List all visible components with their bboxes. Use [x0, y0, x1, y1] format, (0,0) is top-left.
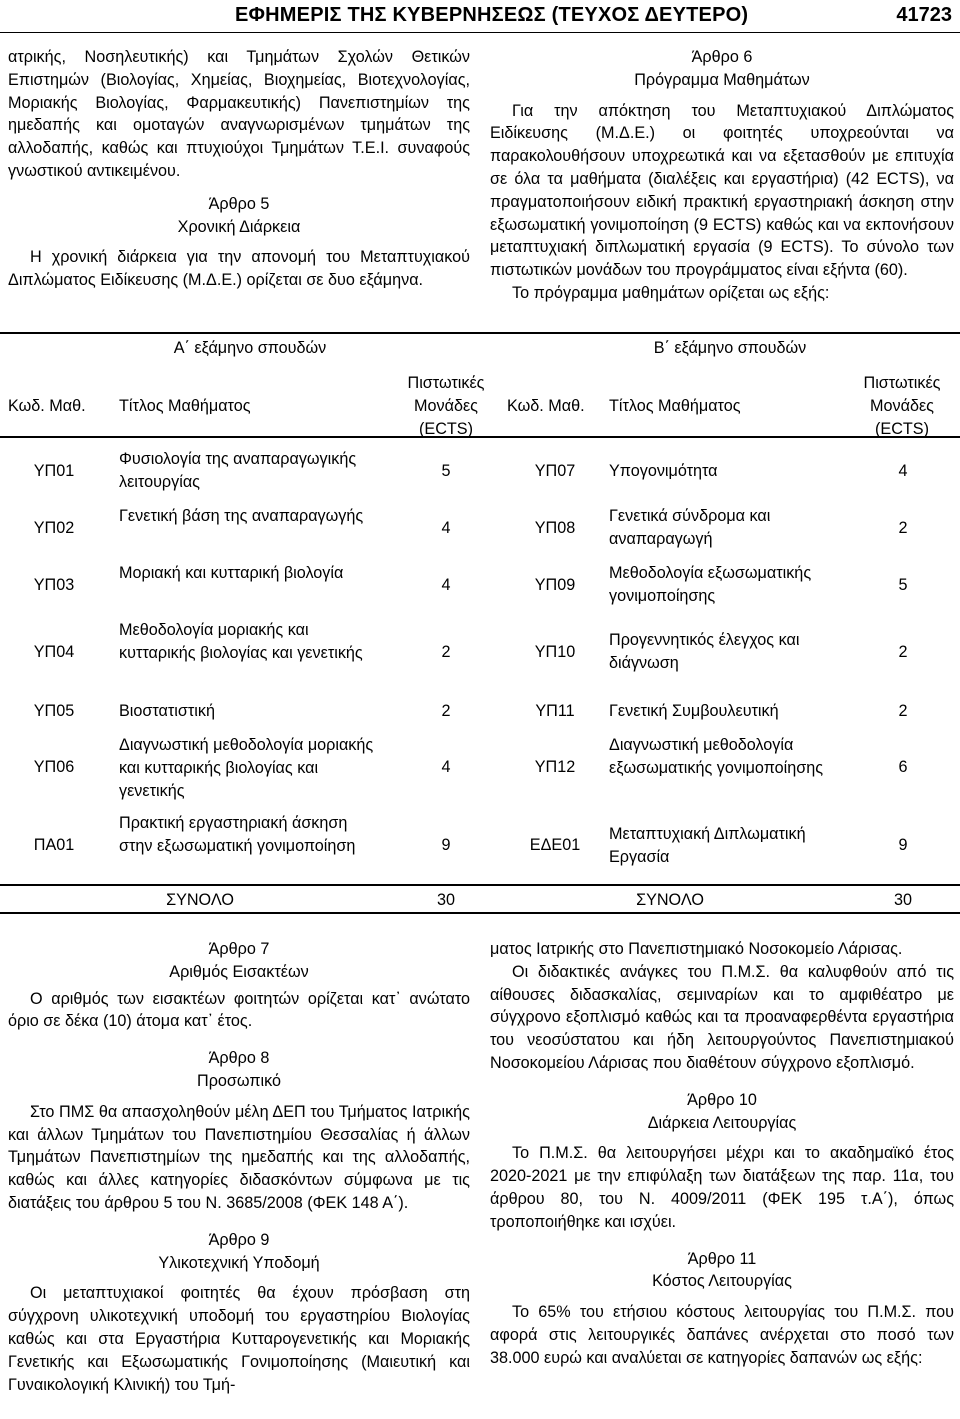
a-row-ects: 4	[441, 519, 451, 537]
b-row-ects: 5	[898, 576, 908, 594]
a-row-title: Διαγνωστική μεθοδολογία μοριακής και κυτταρικής βιολογίας και γενετικής	[119, 736, 374, 800]
semester-a-heading: Α΄ εξάμηνο σπουδών	[173, 339, 327, 357]
article-10-title: Διάρκεια Λειτουργίας	[647, 1113, 797, 1132]
article-9-text: Οι μεταπτυχιακοί φοιτητές θα έχουν πρόσβαση στη σύγχρονη υλικοτεχνική υποδομή του εργαστηρίου Βιολογίας καθώς και στα Εργαστήρια Κυτταρογενετικής και Μοριακής Γενετικής και Εξωσωματικής Γονιμοποίησης (Μαιευτική και Γυναικολογική Κλινική) του Τμή-	[8, 1284, 470, 1394]
b-row-ects: 6	[898, 758, 908, 776]
article-8-title: Προσωπικό	[197, 1071, 281, 1090]
a-row-ects: 9	[441, 836, 451, 854]
a-row-code: ΠΑ01	[33, 836, 75, 854]
b-row-title: Υπογονιμότητα	[609, 462, 718, 480]
a-row-ects: 2	[441, 643, 451, 661]
header-title-b: Τίτλος Μαθήματος	[609, 397, 741, 415]
page-header	[0, 0, 960, 33]
table-bottom-rule	[0, 912, 960, 914]
a-row-title: Φυσιολογία της αναπαραγωγικής λειτουργίας	[119, 450, 357, 491]
article-8-text: Στο ΠΜΣ θα απασχοληθούν μέλη ΔΕΠ του Τμήματος Ιατρικής και άλλων Τμημάτων του Πανεπιστημίου Θεσσαλίας ή άλλων Τμημάτων Πανεπιστημίων της ημεδαπής και της αλλοδαπής, καθώς και άλλες κατηγορίες διδασκόντων σύμφωνα με τις διατάξεις του άρθρου 5 του Ν. 3685/2008 (ΦΕΚ 148 Α΄).	[8, 1102, 470, 1212]
a-row-code: ΥΠ04	[33, 643, 75, 661]
b-row-ects: 2	[898, 519, 908, 537]
b-row-code: ΥΠ12	[534, 758, 576, 776]
a-row-title: Μεθοδολογία μοριακής και κυτταρικής βιολογίας και γενετικής	[119, 621, 363, 662]
a-row-ects: 2	[441, 702, 451, 720]
article-6-title: Πρόγραμμα Μαθημάτων	[634, 70, 810, 89]
continuation-paragraph: ατρικής, Νοσηλευτικής) και Τμημάτων Σχολών Θετικών Επιστημών (Βιολογίας, Χημείας, Βιοχημείας, Βιοτεχνολογίας, Μοριακής Βιολογίας, Φαρμακευτικής) Πανεπιστημίων της ημεδαπής και ομοταγών αναγνωρισμένων τμημάτων της αλλοδαπής, καθώς και πτυχιούχοι Τμημάτων Τ.Ε.Ι. συναφούς γνωστικού αντικειμένου.	[8, 48, 470, 180]
header-ects-b: Πιστωτικές Μονάδες (ECTS)	[863, 374, 941, 438]
a-row-code: ΥΠ05	[33, 702, 75, 720]
a-row-title: Πρακτική εργαστηριακή άσκηση στην εξωσωματική γονιμοποίηση	[119, 814, 356, 855]
a-row-ects: 5	[441, 462, 451, 480]
article-6-text: Για την απόκτηση του Μεταπτυχιακού Διπλώματος Ειδίκευσης (Μ.Δ.Ε.) οι φοιτητές υποχρεούνται να παρακολουθήσουν υποχρεωτικά και να εξετασθούν με επιτυχία σε όλα τα μαθήματα (διαλέξεις και εργαστήρια) (42 ECTS), να πραγματοποιήσουν ειδική πρακτική εργαστηριακή άσκηση στην εξωσωματική γονιμοποίηση (9 ECTS) καθώς και να εκπονήσουν μεταπτυχιακή διπλωματική εργασία (9 ECTS). Το σύνολο των πιστωτικών μονάδων του προγράμματος είναι εξήντα (60).	[490, 101, 954, 280]
course-table	[0, 332, 960, 914]
article-9-continuation: ματος Ιατρικής στο Πανεπιστημιακό Νοσοκομείο Λάρισας.	[490, 940, 903, 958]
header-code-a: Κωδ. Μαθ.	[8, 397, 86, 415]
b-row-title: Μεθοδολογία εξωσωματικής γονιμοποίησης	[609, 564, 812, 605]
bottom-right-column	[490, 938, 954, 1370]
header-title-a: Τίτλος Μαθήματος	[119, 397, 251, 415]
article-7-text: Ο αριθμός των εισακτέων φοιτητών ορίζεται κατ᾽ ανώτατο όριο σε δέκα (10) άτομα κατ᾽ έτος.	[8, 989, 470, 1031]
b-row-ects: 2	[898, 702, 908, 720]
article-11-text: Το 65% του ετήσιου κόστους λειτουργίας του Π.Μ.Σ. που αφορά στις λειτουργικές δαπάνες ανέρχεται στο ποσό των 38.000 ευρώ και αναλύεται σε κατηγορίες δαπανών ως εξής:	[490, 1303, 954, 1367]
article-7-title: Αριθμός Εισακτέων	[169, 962, 309, 981]
b-row-ects: 4	[898, 462, 908, 480]
b-row-title: Διαγνωστική μεθοδολογία εξωσωματικής γονιμοποίησης	[609, 736, 824, 777]
a-row-title: Γενετική βάση της αναπαραγωγής	[119, 507, 364, 525]
total-label-a: ΣΥΝΟΛΟ	[166, 891, 234, 909]
table-top-rule	[0, 332, 960, 334]
article-5-text: Η χρονική διάρκεια για την απονομή του Μεταπτυχιακού Διπλώματος Ειδίκευσης (Μ.Δ.Ε.) ορίζεται σε δυο εξάμηνα.	[8, 248, 470, 290]
a-row-title: Βιοστατιστική	[119, 702, 215, 720]
article-9-number: Άρθρο 9	[208, 1230, 270, 1249]
page-number: 41723	[896, 4, 952, 26]
article-5-title: Χρονική Διάρκεια	[177, 217, 301, 236]
b-row-title: Προγεννητικός έλεγχος και διάγνωση	[609, 631, 800, 672]
b-row-title: Γενετική Συμβουλευτική	[609, 702, 779, 720]
b-row-code: ΥΠ09	[534, 576, 576, 594]
b-row-code: ΥΠ07	[534, 462, 576, 480]
top-left-column	[8, 46, 470, 292]
article-11-title: Κόστος Λειτουργίας	[652, 1272, 792, 1291]
top-right-column	[490, 46, 954, 305]
article-8-number: Άρθρο 8	[208, 1049, 270, 1068]
a-row-title: Μοριακή και κυτταρική βιολογία	[119, 564, 344, 582]
header-ects-a: Πιστωτικές Μονάδες (ECTS)	[407, 374, 485, 438]
total-value-a: 30	[436, 891, 455, 909]
total-value-b: 30	[893, 891, 912, 909]
a-row-ects: 4	[441, 758, 451, 776]
semester-b-heading: Β΄ εξάμηνο σπουδών	[653, 339, 807, 357]
article-7-number: Άρθρο 7	[208, 940, 270, 958]
b-row-ects: 2	[898, 643, 908, 661]
total-label-b: ΣΥΝΟΛΟ	[636, 891, 704, 909]
article-10-text: Το Π.Μ.Σ. θα λειτουργήσει μέχρι και το ακαδημαϊκό έτος 2020-2021 με την επιφύλαξη των διατάξεων της παρ. 11α, του άρθρου 80, του Ν. 4009/2011 (ΦΕΚ 195 τ.Α΄), όπως τροποποιήθηκε και ισχύει.	[490, 1144, 954, 1231]
article-10-number: Άρθρο 10	[687, 1090, 757, 1109]
a-row-ects: 4	[441, 576, 451, 594]
article-6-text-2: Το πρόγραμμα μαθημάτων ορίζεται ως εξής:	[512, 283, 830, 302]
b-row-code: ΥΠ08	[534, 519, 576, 537]
gazette-title: ΕΦΗΜΕΡΙΣ ΤΗΣ ΚΥΒΕΡΝΗΣΕΩΣ (ΤΕΥΧΟΣ ΔΕΥΤΕΡΟ)	[235, 4, 749, 26]
article-6-number: Άρθρο 6	[691, 48, 753, 66]
article-9-text-2: Οι διδακτικές ανάγκες του Π.Μ.Σ. θα καλυφθούν από τις αίθουσες διδασκαλίας, σεμιναρίων και το αμφιθέατρο με σύγχρονο εξοπλισμό καθώς και τα προαναφερθέντα εργαστήρια του νεοσύστατου και ήδη λειτουργούντος Πανεπιστημιακού Νοσοκομείου Λάρισας που διαθέτουν σύγχρονο εξοπλισμό.	[490, 962, 954, 1072]
b-row-title: Μεταπτυχιακή Διπλωματική Εργασία	[609, 825, 806, 866]
article-11-number: Άρθρο 11	[687, 1249, 757, 1268]
article-9-title: Υλικοτεχνική Υποδομή	[158, 1253, 320, 1272]
b-row-ects: 9	[898, 836, 908, 854]
a-row-code: ΥΠ01	[33, 462, 75, 480]
article-5-number: Άρθρο 5	[208, 194, 270, 213]
a-row-code: ΥΠ06	[33, 758, 75, 776]
a-row-code: ΥΠ02	[33, 519, 75, 537]
b-row-code: ΥΠ11	[535, 702, 575, 720]
b-row-code: ΕΔΕ01	[529, 836, 581, 854]
a-row-code: ΥΠ03	[33, 576, 75, 594]
header-code-b: Κωδ. Μαθ.	[507, 397, 585, 415]
b-row-code: ΥΠ10	[534, 643, 576, 661]
bottom-left-column	[8, 938, 470, 1396]
table-total-rule	[0, 884, 960, 886]
b-row-title: Γενετικά σύνδρομα και αναπαραγωγή	[609, 507, 771, 548]
